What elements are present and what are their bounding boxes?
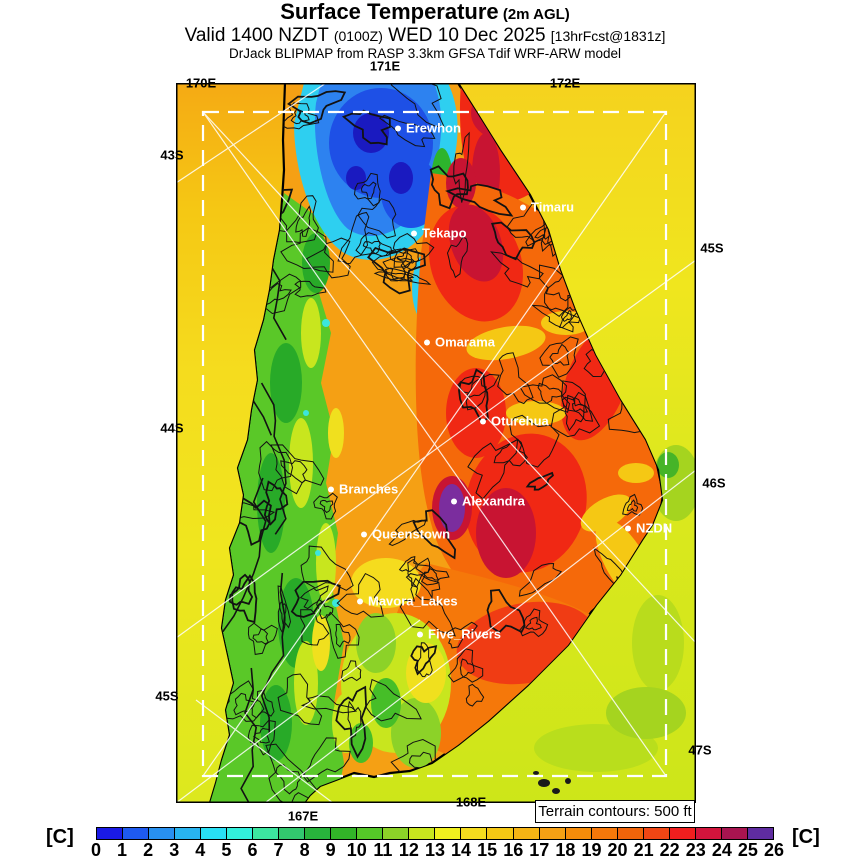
place-dot <box>361 531 367 537</box>
legend-tick: 9 <box>325 840 336 860</box>
place-label-omarama <box>424 335 495 350</box>
place-dot <box>625 525 631 531</box>
place-dot <box>395 125 401 131</box>
grid-label-172e: 172E <box>549 75 581 91</box>
grid-label-46s: 46S <box>702 475 726 491</box>
legend-tick: 15 <box>477 840 498 860</box>
legend-tick: 18 <box>555 840 576 860</box>
legend-unit-right: [C] <box>792 826 820 848</box>
temperature-map <box>155 58 726 824</box>
legend-cell-7 <box>279 828 305 839</box>
place-dot <box>357 598 363 604</box>
legend-cell-25 <box>748 828 773 839</box>
title-text: Surface Temperature <box>280 0 499 24</box>
legend-cell-16 <box>514 828 540 839</box>
place-label-alexandra <box>451 494 525 509</box>
legend-tick: 25 <box>737 840 758 860</box>
grid-label-45s: 45S <box>700 240 724 256</box>
legend-cell-22 <box>670 828 696 839</box>
grid-label-171e: 171E <box>369 58 401 74</box>
legend-tick: 22 <box>659 840 680 860</box>
legend-tick: 14 <box>451 840 472 860</box>
legend-cell-9 <box>331 828 357 839</box>
legend-tick: 24 <box>711 840 732 860</box>
legend-tick: 4 <box>195 840 206 860</box>
model-line: DrJack BLIPMAP from RASP 3.3km GFSA Tdif WRF-ARW model <box>228 45 622 61</box>
terrain-contours-note: Terrain contours: 500 ft <box>535 800 695 823</box>
valid-line <box>0 25 850 46</box>
legend-cell-1 <box>123 828 149 839</box>
legend-tick: 13 <box>424 840 446 860</box>
legend-tick: 23 <box>685 840 706 860</box>
legend-tick: 10 <box>346 840 367 860</box>
legend-cell-11 <box>383 828 409 839</box>
legend-tick: 1 <box>117 840 128 860</box>
place-name: Erewhon <box>406 120 461 136</box>
legend-tick: 0 <box>90 840 102 860</box>
place-name: Omarama <box>435 334 495 350</box>
grid-label-44s: 44S <box>160 420 184 436</box>
place-dot <box>520 204 526 210</box>
place-name: Tekapo <box>422 225 467 241</box>
place-dot <box>417 631 423 637</box>
place-label-branches <box>328 482 398 497</box>
legend-cell-23 <box>696 828 722 839</box>
place-dot <box>480 418 486 424</box>
valid-date: WED 10 Dec 2025 <box>382 24 551 46</box>
place-label-erewhon <box>395 121 461 136</box>
grid-label-47s: 47S <box>688 742 712 758</box>
place-dot <box>411 230 417 236</box>
place-dot <box>424 339 430 345</box>
place-name: Branches <box>339 481 399 497</box>
legend-colorbar <box>96 827 774 840</box>
place-name: Mavora_Lakes <box>368 593 458 609</box>
title-agl: (2m AGL) <box>502 6 570 23</box>
grid-label-45s: 45S <box>155 688 179 704</box>
legend-tick: 11 <box>373 840 393 860</box>
legend-cell-8 <box>305 828 331 839</box>
legend-cell-20 <box>618 828 644 839</box>
legend-cell-12 <box>409 828 435 839</box>
legend-tick: 3 <box>169 840 180 860</box>
map-artwork <box>176 83 696 803</box>
legend-cell-21 <box>644 828 670 839</box>
place-label-tekapo <box>411 226 467 241</box>
legend-tick: 19 <box>581 840 602 860</box>
grid-label-170e: 170E <box>185 75 217 91</box>
valid-time: Valid 1400 NZDT <box>184 24 334 46</box>
valid-fcst: [13hrFcst@1831z] <box>550 27 666 44</box>
legend-tick: 6 <box>247 840 258 860</box>
legend-tick: 5 <box>221 840 232 860</box>
grid-label-43s: 43S <box>160 147 184 163</box>
grid-label-167e: 167E <box>287 808 319 824</box>
grid-label-168e: 168E <box>455 794 487 810</box>
place-label-oturehua <box>480 414 549 429</box>
legend-cell-2 <box>149 828 175 839</box>
legend-cell-15 <box>487 828 513 839</box>
legend-cell-10 <box>357 828 383 839</box>
legend-cell-6 <box>253 828 279 839</box>
place-name: Five_Rivers <box>428 626 501 642</box>
legend-tick-labels <box>90 840 785 860</box>
temperature-legend <box>0 826 850 860</box>
legend-cell-14 <box>461 828 487 839</box>
legend-tick: 2 <box>143 840 154 860</box>
legend-cell-19 <box>592 828 618 839</box>
legend-cell-13 <box>435 828 461 839</box>
place-dot <box>451 498 457 504</box>
legend-tick: 16 <box>503 840 524 860</box>
legend-unit-left: [C] <box>46 826 74 848</box>
page-title <box>0 0 850 25</box>
legend-cell-5 <box>227 828 253 839</box>
legend-cell-3 <box>175 828 201 839</box>
legend-tick: 8 <box>299 840 310 860</box>
legend-cell-18 <box>566 828 592 839</box>
place-name: Timaru <box>531 199 575 215</box>
legend-tick: 17 <box>529 840 550 860</box>
legend-cell-17 <box>540 828 566 839</box>
valid-zulu: (0100Z) <box>333 27 383 44</box>
legend-tick: 7 <box>273 840 284 860</box>
legend-tick: 26 <box>763 840 785 860</box>
legend-tick: 12 <box>398 840 419 860</box>
legend-cell-24 <box>722 828 748 839</box>
place-name: Alexandra <box>462 493 525 509</box>
place-dot <box>328 486 334 492</box>
legend-cell-4 <box>201 828 227 839</box>
place-name: NZDN <box>636 520 673 536</box>
legend-tick: 20 <box>607 840 628 860</box>
legend-tick: 21 <box>633 840 654 860</box>
place-label-timaru <box>520 200 574 215</box>
place-label-nzdn <box>625 521 672 536</box>
legend-cell-0 <box>97 828 123 839</box>
header <box>0 0 850 61</box>
place-label-five_rivers <box>417 627 501 642</box>
place-name: Queenstown <box>372 526 451 542</box>
place-label-queenstown <box>361 527 450 542</box>
place-label-mavora_lakes <box>357 594 458 609</box>
place-name: Oturehua <box>491 413 549 429</box>
